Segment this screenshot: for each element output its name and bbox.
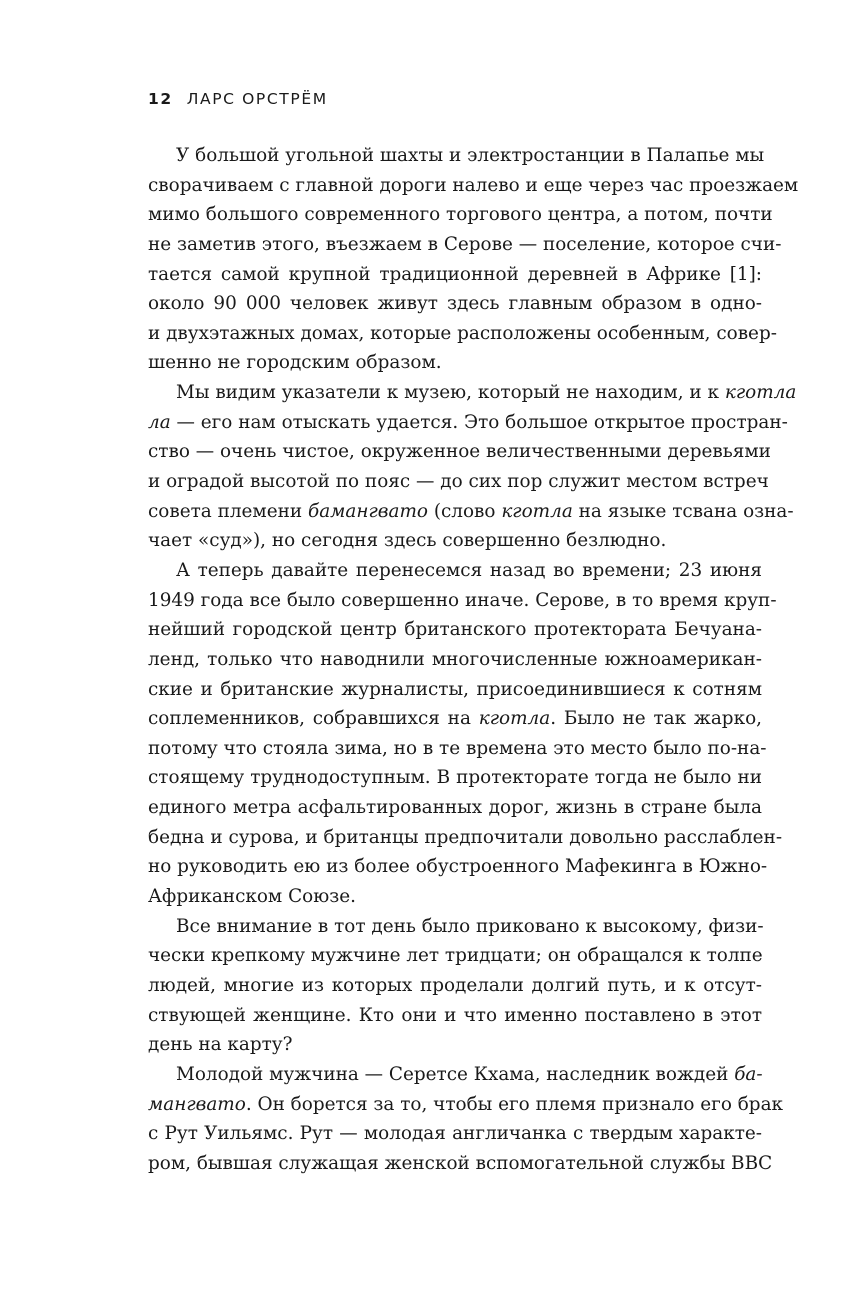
text-line: нейший городской центр британского протектората Бечуана- bbox=[148, 619, 762, 641]
text-line: Все внимание в тот день было приковано к высокому, физи- bbox=[176, 915, 764, 937]
text-line: не заметив этого, въезжаем в Серове — поселение, которое счи- bbox=[148, 233, 782, 255]
text-line: ствующей женщине. Кто они и что именно поставлено в этот bbox=[148, 1004, 762, 1026]
paragraph bbox=[148, 378, 797, 556]
text-line: Молодой мужчина — Серетсе Кхама, наследник вождей ба- bbox=[176, 1063, 763, 1085]
body-text bbox=[148, 141, 799, 1178]
text-line: мангвато. Он борется за то, чтобы его племя признало его брак bbox=[148, 1093, 784, 1115]
text-line: людей, многие из которых проделали долгий путь, и к отсут- bbox=[148, 974, 762, 996]
text-line: и оградой высотой по пояс — до сих пор служит местом встреч bbox=[148, 471, 769, 493]
text-line: Африканском Союзе. bbox=[148, 886, 356, 908]
text-line: У большой угольной шахты и электростанции в Палапье мы bbox=[176, 145, 765, 166]
text-line: 1949 года все было совершенно иначе. Серове, в то время круп- bbox=[148, 589, 777, 611]
text-line: ла — его нам отыскать удается. Это большое открытое простран- bbox=[148, 411, 788, 433]
paragraph bbox=[148, 556, 783, 912]
text-line: тается самой крупной традиционной деревней в Африке [1]: bbox=[148, 263, 762, 285]
text-line: ленд, только что наводнили многочисленные южноамерикан- bbox=[148, 648, 762, 670]
text-line: стоящему труднодоступным. В протекторате тогда не было ни bbox=[148, 767, 762, 789]
text-line: потому что стояла зима, но в те времена это место было по-на- bbox=[148, 737, 767, 759]
text-line: но руководить ею из более обустроенного Мафекинга в Южно- bbox=[148, 856, 768, 878]
paragraph bbox=[148, 1060, 784, 1179]
text-line: мимо большого современного торгового центра, а потом, почти bbox=[148, 204, 773, 226]
text-line: шенно не городским образом. bbox=[148, 352, 442, 374]
text-line: ство — очень чистое, окруженное величественными деревьями bbox=[148, 441, 771, 463]
text-line: чески крепкому мужчине лет тридцати; он обращался к толпе bbox=[148, 945, 763, 967]
text-line: сворачиваем с главной дороги налево и еще через час проезжаем bbox=[148, 174, 799, 196]
text-line: совета племени бамангвато (слово кготла на языке тсвана озна- bbox=[148, 500, 794, 522]
paragraph bbox=[148, 141, 799, 378]
text-line: соплеменников, собравшихся на кготла. Было не так жарко, bbox=[148, 708, 762, 730]
text-line: бедна и сурова, и британцы предпочитали довольно расслаблен- bbox=[148, 826, 783, 848]
text-line: около 90 000 человек живут здесь главным образом в одно- bbox=[148, 293, 762, 315]
paragraph bbox=[148, 912, 762, 1060]
text-line: и двухэтажных домах, которые расположены особенным, совер- bbox=[148, 322, 777, 344]
text-line: с Рут Уильямс. Рут — молодая англичанка с твердым характе- bbox=[148, 1123, 762, 1145]
text-line: Мы видим указатели к музею, который не находим, и к кготла bbox=[176, 382, 797, 404]
text-line: А теперь давайте перенесемся назад во времени; 23 июня bbox=[176, 559, 762, 581]
text-line: день на карту? bbox=[148, 1034, 293, 1056]
text-line: ские и британские журналисты, присоединившиеся к сотням bbox=[148, 678, 762, 700]
text-line: ром, бывшая служащая женской вспомогательной службы ВВС bbox=[148, 1152, 773, 1174]
running-head bbox=[148, 90, 328, 114]
page-number: 12 bbox=[148, 90, 173, 108]
text-line: чает «суд»), но сегодня здесь совершенно безлюдно. bbox=[148, 530, 667, 552]
running-title: ЛАРС ОРСТРЁМ bbox=[186, 90, 328, 108]
text-line: единого метра асфальтированных дорог, жизнь в стране была bbox=[148, 797, 762, 819]
